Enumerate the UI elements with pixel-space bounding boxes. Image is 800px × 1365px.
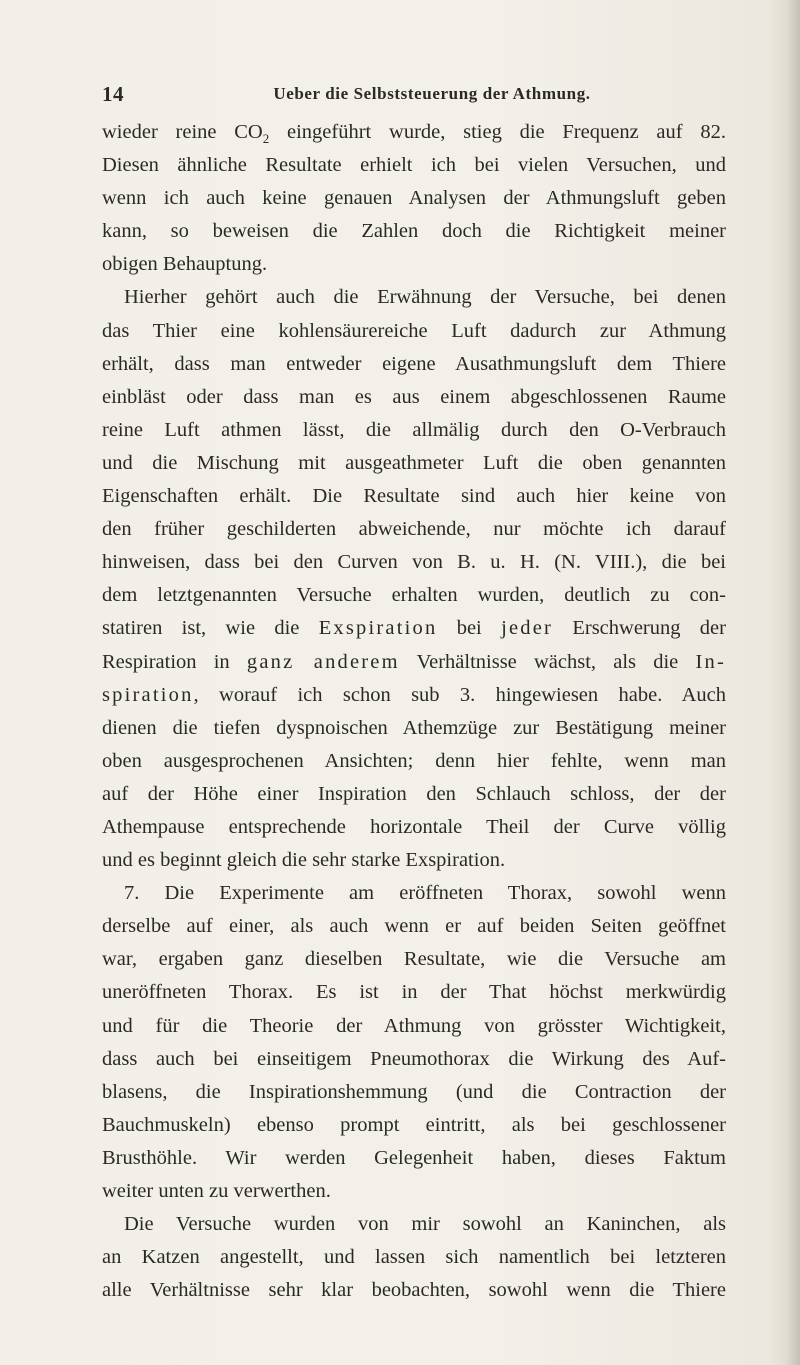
running-title: Ueber die Selbststeuerung der Athmung. [273,84,591,103]
text-line-28: und für die Theorie der Athmung von grösster Wichtigkeit, [102,1014,726,1037]
text-line-31: Bauchmuskeln) ebenso prompt eintritt, als bei geschlossener [102,1113,726,1136]
page-edge-shadow [786,0,800,1365]
text-line-9: einbläst oder dass man es aus einem abgeschlossenen Raume [102,385,726,408]
text-line-36: alle Verhältnisse sehr klar beobachten, sowohl wenn die Thiere [102,1279,726,1302]
page-header [102,82,722,108]
text-line-21: auf der Höhe einer Inspiration den Schlauch schloss, der der [102,782,726,805]
text-line-32: Brusthöhle. Wir werden Gelegenheit haben, dieses Faktum [102,1146,726,1169]
text-line-4: kann, so beweisen die Zahlen doch die Richtigkeit meiner [102,220,726,243]
text-line-35: an Katzen angestellt, und lassen sich namentlich bei letzteren [102,1246,726,1269]
text-line-2: Diesen ähnliche Resultate erhielt ich bei vielen Versuchen, und [102,154,726,177]
text-line-14: hinweisen, dass bei den Curven von B. u. H. (N. VIII.), die bei [102,551,726,574]
text-line-27: uneröffneten Thorax. Es ist in der That höchst merkwürdig [102,981,726,1004]
text-line-34: Die Versuche wurden von mir sowohl an Kaninchen, als [124,1213,726,1236]
text-line-18: spiration, worauf ich schon sub 3. hingewiesen habe. Auch [102,683,726,706]
text-line-1: wieder reine $CO_2$ eingeführt wurde, stieg die Frequenz auf 82. [102,121,726,147]
text-line-10: reine Luft athmen lässt, die allmälig durch den O-Verbrauch [102,418,726,441]
page-number: 14 [102,82,124,106]
text-line-7: das Thier eine kohlensäurereiche Luft dadurch zur Athmung [102,319,726,342]
text-line-12: Eigenschaften erhält. Die Resultate sind auch hier keine von [102,485,726,508]
text-line-25: derselbe auf einer, als auch wenn er auf beiden Seiten geöffnet [102,915,726,938]
body-text [102,116,726,1307]
text-line-6: Hierher gehört auch die Erwähnung der Versuche, bei denen [124,286,726,309]
text-line-5: obigen Behauptung. [102,253,268,276]
text-line-15: dem letztgenannten Versuche erhalten wurden, deutlich zu con- [102,584,726,607]
text-line-30: blasens, die Inspirationshemmung (und die Contraction der [102,1080,726,1103]
text-line-26: war, ergaben ganz dieselben Resultate, wie die Versuche am [102,948,726,971]
text-line-11: und die Mischung mit ausgeathmeter Luft die oben genannten [102,451,726,474]
text-line-33: weiter unten zu verwerthen. [102,1180,331,1202]
text-line-8: erhält, dass man entweder eigene Ausathmungsluft dem Thiere [102,352,726,375]
text-line-13: den früher geschilderten abweichende, nur möchte ich darauf [102,518,726,541]
text-line-29: dass auch bei einseitigem Pneumothorax die Wirkung des Auf- [102,1047,726,1070]
text-line-16: statiren ist, wie die Exspiration bei jeder Erschwerung der [102,617,726,640]
text-line-3: wenn ich auch keine genauen Analysen der Athmungsluft geben [102,187,726,210]
text-line-19: dienen die tiefen dyspnoischen Athemzüge zur Bestätigung meiner [102,716,726,739]
text-line-20: oben ausgesprochenen Ansichten; denn hier fehlte, wenn man [102,749,726,772]
text-line-23: und es beginnt gleich die sehr starke Exspiration. [102,849,506,872]
text-line-17: Respiration in ganz anderem Verhältnisse wächst, als die In- [102,650,726,673]
text-line-22: Athempause entsprechende horizontale Theil der Curve völlig [102,815,726,838]
text-line-24: 7. Die Experimente am eröffneten Thorax, sowohl wenn [124,882,726,905]
